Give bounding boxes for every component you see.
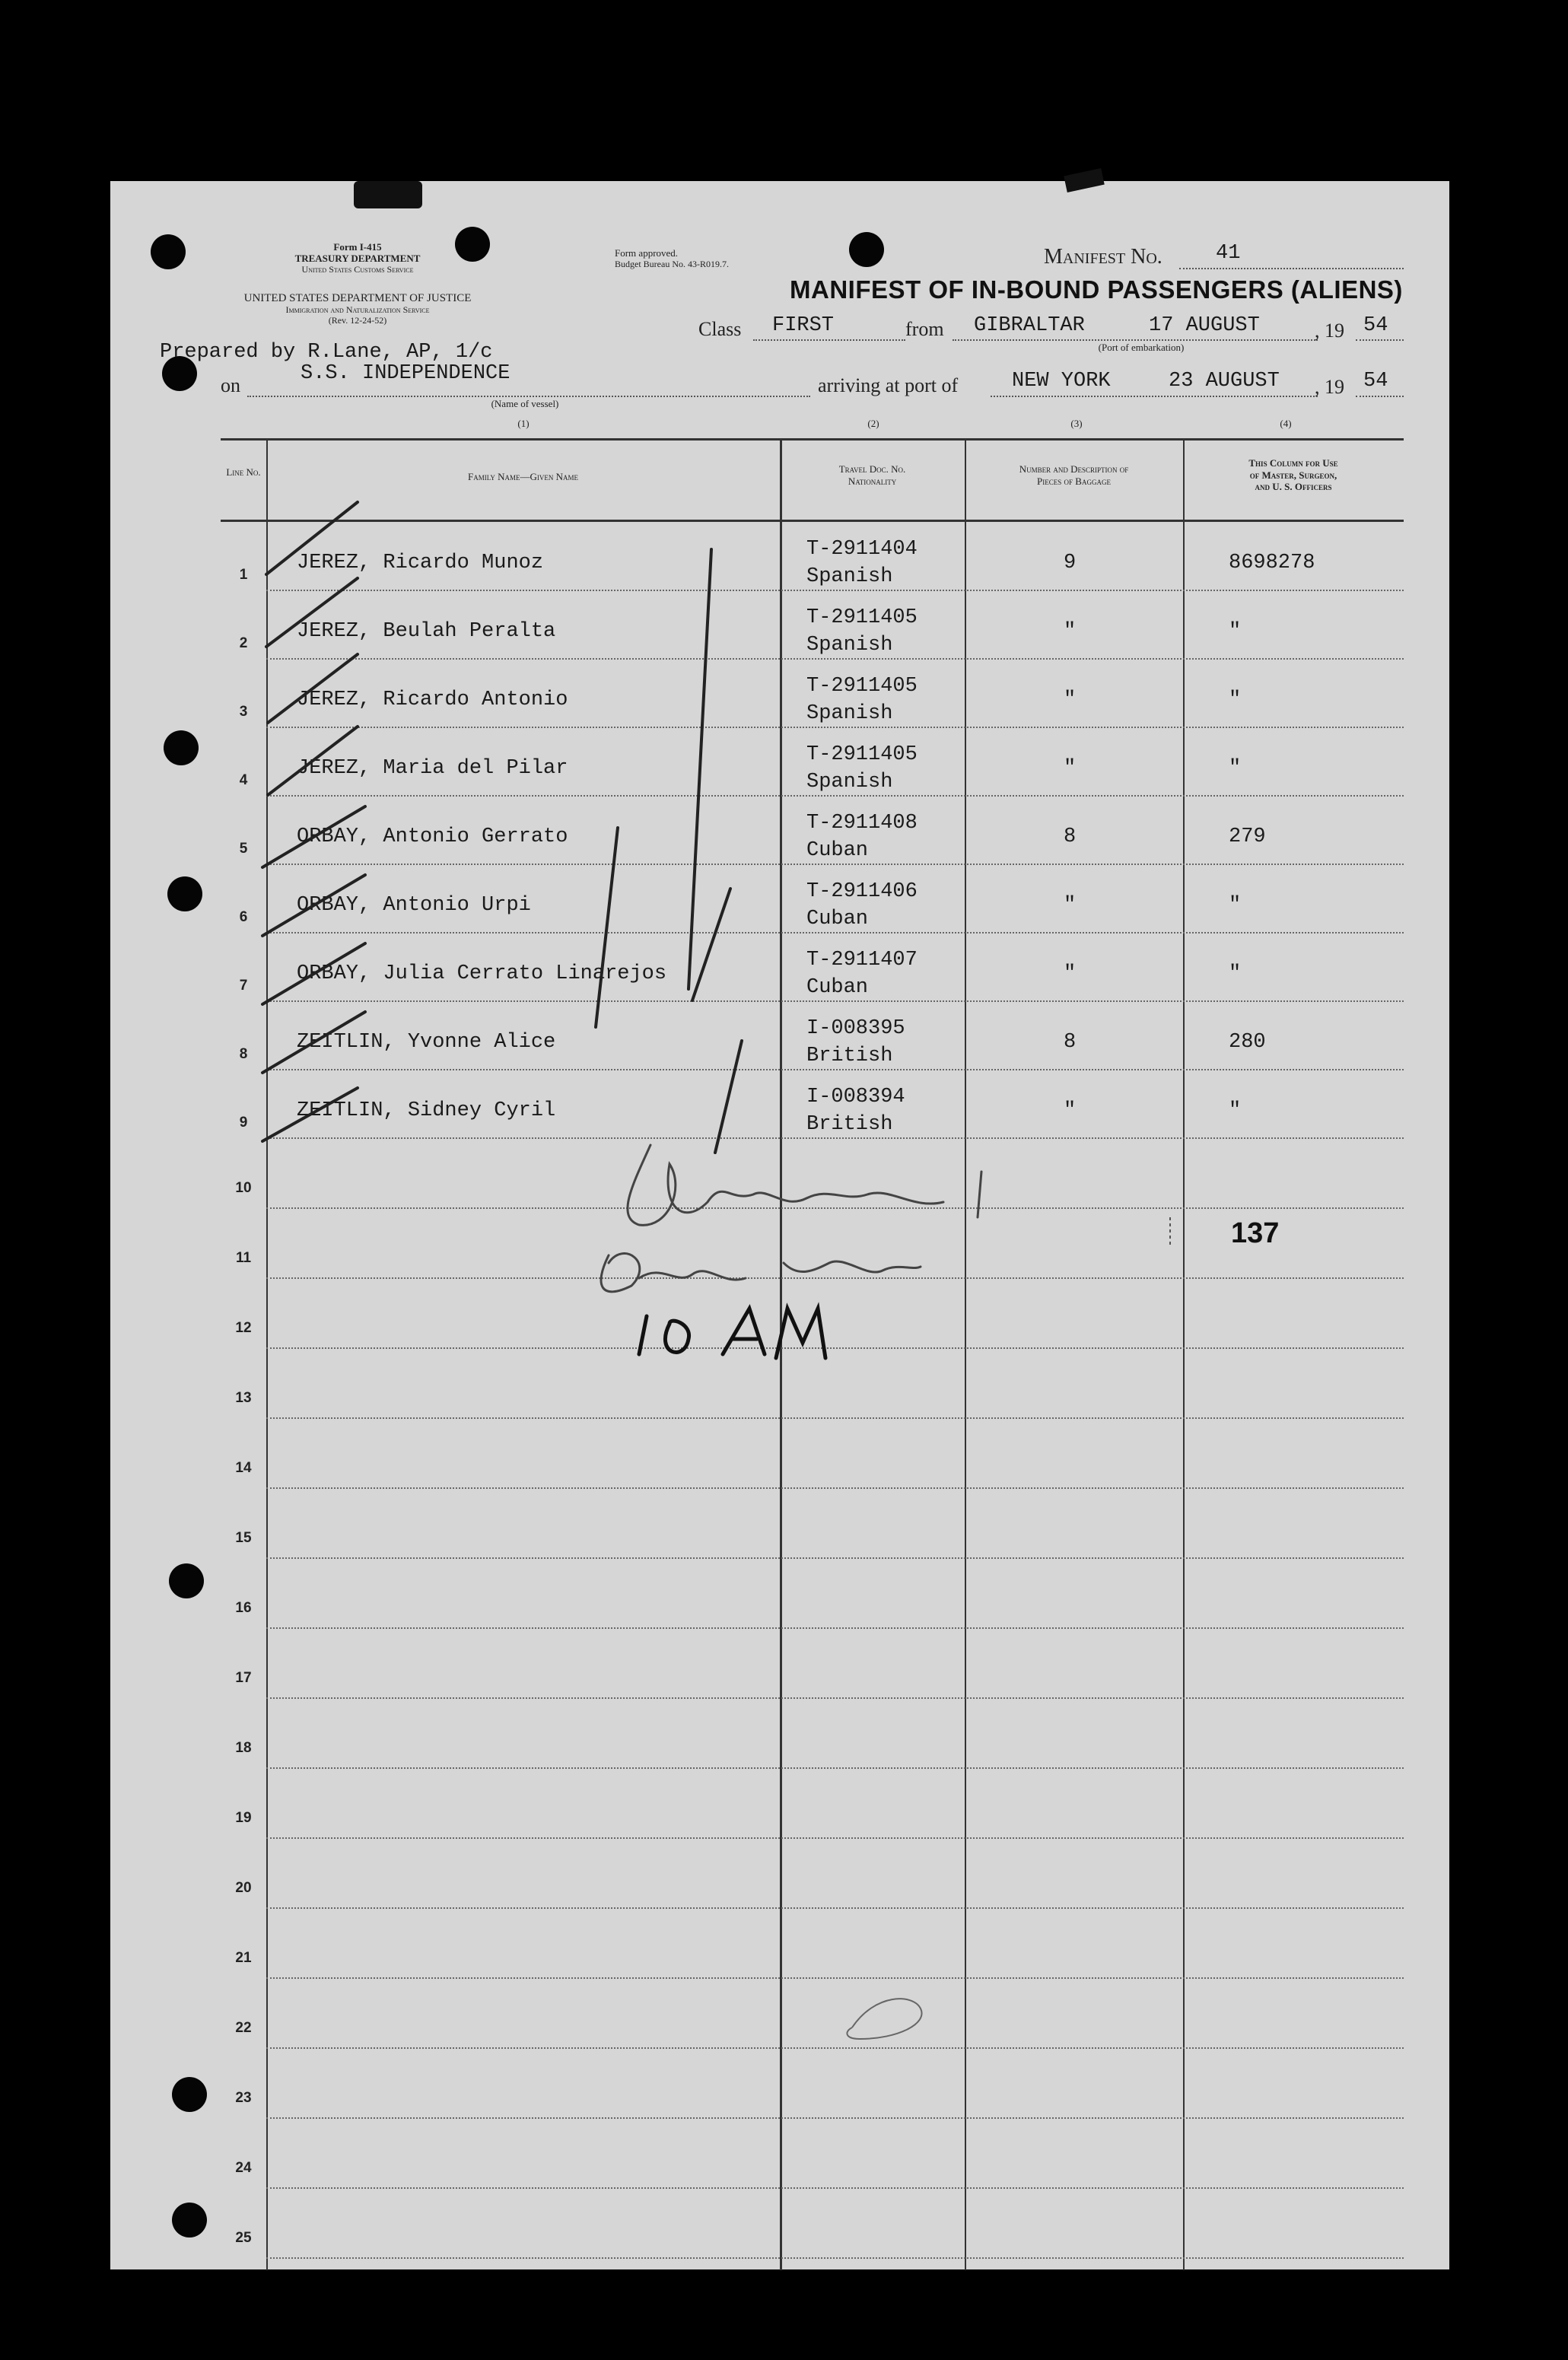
line-number: 4 [239,772,248,788]
travel-doc-number: I-008395 [806,1017,905,1040]
form-number: Form I-415 [333,241,382,253]
officer-note: 279 [1229,825,1266,848]
punch-hole [169,1563,204,1598]
baggage-count: 8 [1064,1031,1077,1054]
col-header-officers: This Column for Use [1248,457,1338,469]
vessel-name: S.S. INDEPENDENCE [301,362,510,385]
travel-doc-number: T-2911405 [806,606,918,629]
customs-service: United States Customs Service [301,263,414,275]
passenger-name: ORBAY, Julia Cerrato Linarejos [297,962,667,985]
travel-doc-number: T-2911407 [806,949,918,972]
class-label: Class [698,318,742,340]
line-number: 19 [235,1810,252,1826]
manifest-title: MANIFEST OF IN-BOUND PASSENGERS (ALIENS) [790,275,1403,304]
line-number: 23 [235,2090,252,2106]
passenger-table [221,438,1404,2270]
nationality: British [806,1113,893,1136]
travel-doc-number: T-2911404 [806,538,918,561]
ins-service: Immigration and Naturalization Service [285,304,430,316]
line-number: 10 [235,1180,252,1196]
line-number: 18 [235,1740,252,1756]
nationality: Cuban [806,839,869,862]
baggage-count: " [1064,757,1077,780]
class-value: FIRST [772,314,835,337]
line-number: 1 [239,567,248,583]
nationality: Spanish [806,702,893,725]
line-number: 24 [235,2160,252,2176]
line-number: 16 [235,1600,252,1616]
embark-port: GIBRALTAR [974,314,1085,337]
col-header-line: Line No. [226,466,261,478]
passenger-name: JEREZ, Ricardo Antonio [297,689,568,711]
line-number: 12 [235,1320,252,1336]
punch-hole [849,232,884,267]
baggage-count: " [1064,962,1077,985]
arrival-year-prefix: , 19 [1315,376,1344,398]
baggage-count: " [1064,894,1077,917]
arrival-year: 54 [1363,370,1388,393]
col-header-name: Family Name—Given Name [468,471,578,482]
col-number-1: (1) [517,418,530,429]
nationality: Spanish [806,634,893,657]
passenger-name: JEREZ, Ricardo Munoz [297,552,544,574]
travel-doc-number: I-008394 [806,1086,905,1108]
on-label: on [221,374,240,396]
baggage-count: 9 [1064,552,1077,574]
passenger-name: ZEITLIN, Sidney Cyril [297,1099,556,1122]
line-number: 5 [239,841,248,857]
embark-date: 17 AUGUST [1149,314,1260,337]
baggage-count: " [1064,1099,1077,1122]
line-number: 25 [235,2230,252,2246]
col-header-officers-3: and U. S. Officers [1255,481,1332,493]
line-number: 7 [239,978,248,994]
officer-note: 280 [1229,1031,1266,1054]
line-number: 14 [235,1460,252,1476]
prepared-by: Prepared by R.Lane, AP, 1/c [160,341,493,364]
nationality: Cuban [806,908,869,930]
punch-hole [172,2077,207,2112]
col-header-officers-2: of Master, Surgeon, [1249,469,1337,481]
travel-doc-number: T-2911405 [806,675,918,698]
manifest-no-label: Manifest No. [1044,245,1162,269]
officer-note: " [1229,689,1242,711]
line-number: 11 [235,1250,252,1266]
col-header-baggage-2: Pieces of Baggage [1037,475,1111,487]
officer-note: " [1229,757,1242,780]
nationality: Spanish [806,771,893,794]
torn-corner [354,181,422,208]
officer-note: 8698278 [1229,552,1315,574]
line-number: 17 [235,1670,252,1686]
passenger-name: ORBAY, Antonio Gerrato [297,825,568,848]
form-approved: Form approved. [615,247,679,259]
arrival-port: NEW YORK [1012,370,1111,393]
form-revision: (Rev. 12-24-52) [328,315,387,326]
baggage-count: " [1064,620,1077,643]
line-number: 13 [235,1390,252,1406]
col-number-2: (2) [867,418,879,429]
baggage-count: 8 [1064,825,1077,848]
passenger-name: ZEITLIN, Yvonne Alice [297,1031,556,1054]
officer-note: " [1229,962,1242,985]
passenger-name: ORBAY, Antonio Urpi [297,894,531,917]
budget-bureau: Budget Bureau No. 43-R019.7. [615,258,729,269]
line-number: 8 [239,1046,248,1062]
justice-department: UNITED STATES DEPARTMENT OF JUSTICE [243,292,472,304]
officer-note: " [1229,894,1242,917]
nationality: British [806,1045,893,1067]
nationality: Spanish [806,565,893,588]
col-number-3: (3) [1070,418,1083,429]
travel-doc-number: T-2911405 [806,743,918,766]
line-number: 9 [239,1115,248,1131]
line-number: 15 [235,1530,252,1546]
col-header-travel: Travel Doc. No. [838,463,906,475]
officer-note: " [1229,1099,1242,1122]
punch-hole [167,876,202,911]
manifest-number: 41 [1216,242,1241,265]
from-label: from [905,318,944,340]
arriving-label: arriving at port of [818,374,959,396]
embark-year-prefix: , 19 [1315,320,1344,342]
vessel-caption: (Name of vessel) [491,398,559,409]
line-number: 21 [235,1950,252,1966]
baggage-count: " [1064,689,1077,711]
passenger-name: JEREZ, Beulah Peralta [297,620,556,643]
col-header-baggage: Number and Description of [1019,463,1129,475]
punch-hole [172,2203,207,2238]
embark-year: 54 [1363,314,1388,337]
travel-doc-number: T-2911406 [806,880,918,903]
passenger-name: JEREZ, Maria del Pilar [297,757,568,780]
col-number-4: (4) [1280,418,1292,429]
col-header-nationality: Nationality [848,475,897,487]
inspection-number: 137 [1231,1217,1280,1249]
arrival-date: 23 AUGUST [1169,370,1280,393]
travel-doc-number: T-2911408 [806,812,918,835]
officer-note: " [1229,620,1242,643]
line-number: 22 [235,2020,252,2036]
line-number: 2 [239,635,248,651]
punch-hole [151,234,186,269]
punch-hole [164,730,199,765]
nationality: Cuban [806,976,869,999]
line-number: 6 [239,909,248,925]
line-number: 3 [239,704,248,720]
department: TREASURY DEPARTMENT [294,252,421,264]
embark-caption: (Port of embarkation) [1098,342,1185,353]
line-number: 20 [235,1880,252,1896]
